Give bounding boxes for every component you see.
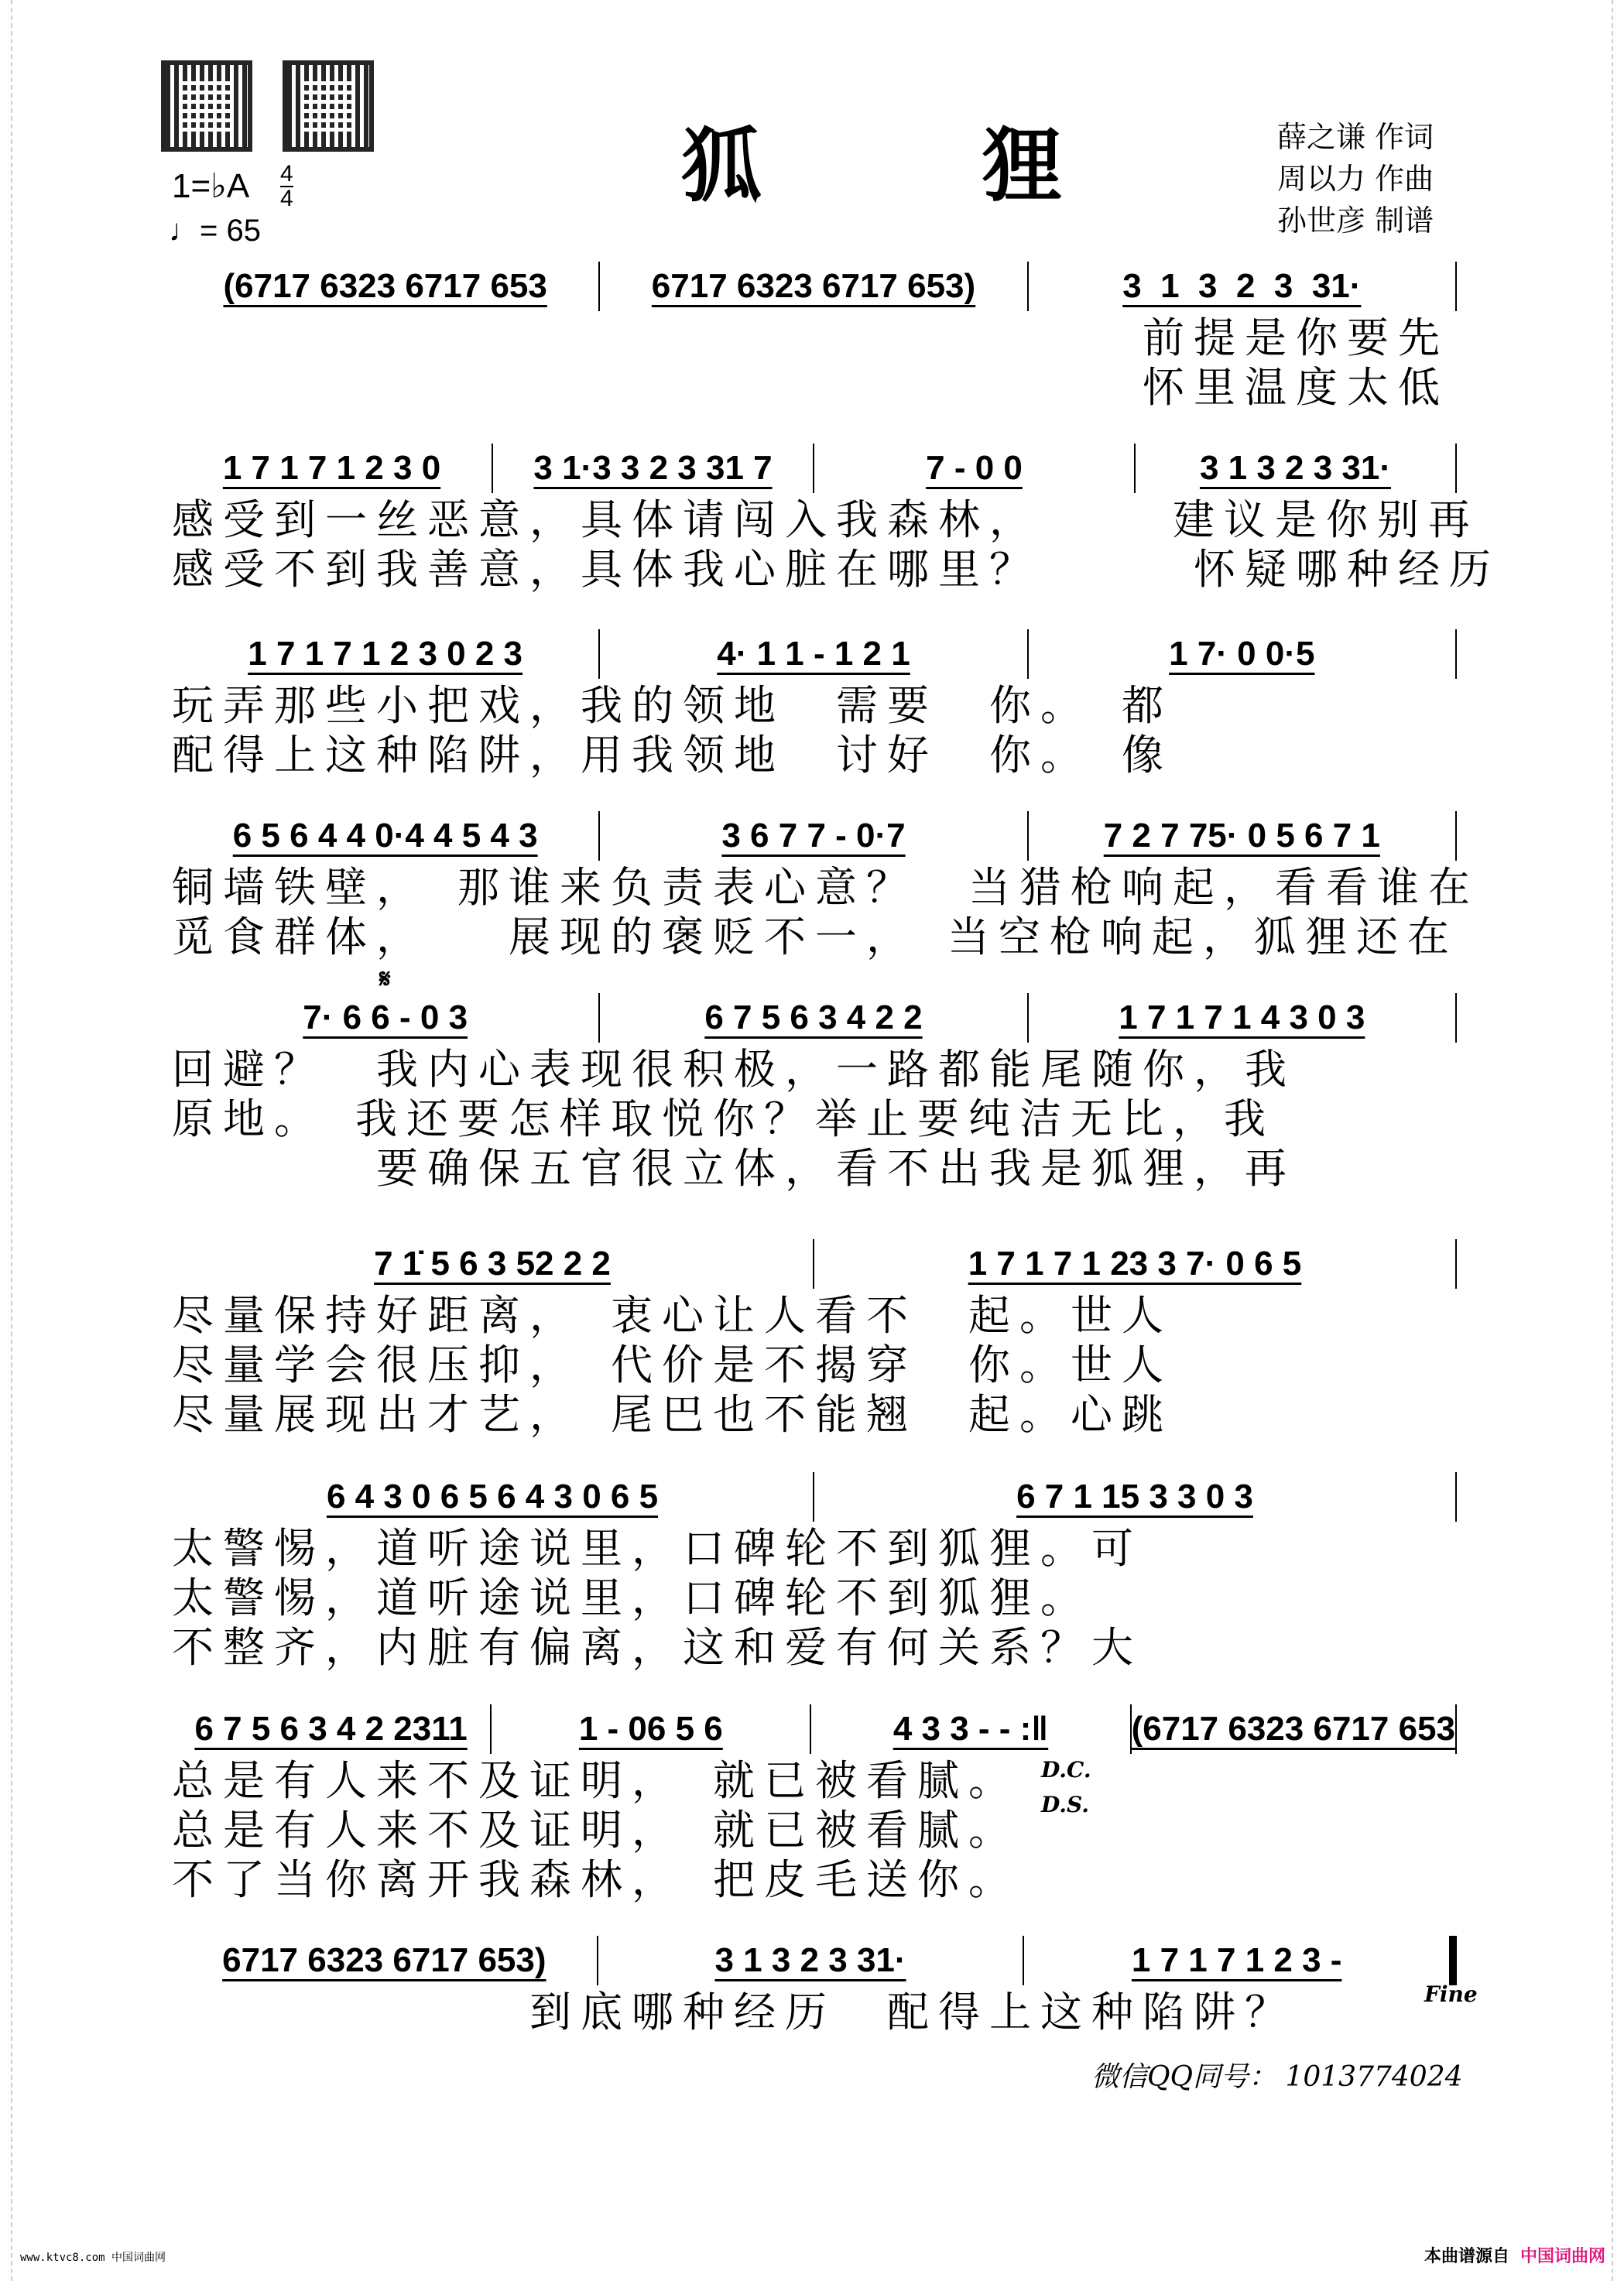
lyric-line: 玩弄那些小把戏，我的领地 需要 你。 都: [172, 681, 1173, 730]
source-credit: [1424, 2243, 1605, 2267]
lyric-line: 不整齐，内脏有偏离，这和爱有何关系？大: [172, 1623, 1143, 1672]
score-system: [172, 1702, 1457, 1905]
notes-row: [172, 1237, 1457, 1291]
measure: 4· 1 1 - 1 2 1: [717, 635, 910, 673]
lyric-line: 回避？ 我内心表现很积极，一路都能尾随你，我: [172, 1045, 1296, 1094]
score-system: [172, 1237, 1457, 1440]
notes-row: [172, 1470, 1457, 1524]
lyric-line: 怀里温度太低: [172, 363, 1449, 412]
contact-info: 微信QQ同号： 1013774024: [1091, 2061, 1463, 2093]
measure: 6 7 5 6 3 4 2 2: [704, 998, 923, 1036]
lyric-line: 感受不到我善意，具体我心脏在哪里？ 怀疑哪种经历: [172, 545, 1500, 594]
measure: 1 7 1 7 1 2 3 -: [1131, 1941, 1342, 1979]
dc-mark: D.C.: [1041, 1757, 1091, 1783]
measure: 4 3 3 - - :‖: [893, 1710, 1049, 1748]
notes-row: [172, 991, 1457, 1045]
lyric-line: 尽量保持好距离， 衷心让人看不 起。世人: [172, 1291, 1173, 1340]
lyric-line: 尽量展现出才艺， 尾巴也不能翘 起。心跳: [172, 1390, 1173, 1439]
ds-mark: D.S.: [1041, 1792, 1090, 1817]
lyric-line: 尽量学会很压抑， 代价是不揭穿 你。世人: [172, 1341, 1173, 1389]
lyric-line: 太警惕，道听途说里，口碑轮不到狐狸。: [172, 1574, 1091, 1622]
lyric-line: 前提是你要先: [172, 313, 1449, 362]
measure: 6 4 3 0 6 5 6 4 3 0 6 5: [326, 1478, 659, 1516]
key-signature: 1=♭A: [172, 167, 250, 205]
time-bottom: 4: [280, 186, 293, 211]
score-system: [172, 441, 1500, 594]
barline: [1455, 444, 1457, 493]
measure: 7 1̇ 5 6 3 52 2 2: [374, 1245, 611, 1283]
barline: [1455, 629, 1457, 679]
left-page-border: [0, 0, 12, 2281]
lyric-line: 太警惕，道听途说里，口碑轮不到狐狸。可: [172, 1524, 1143, 1573]
measure: 6717 6323 6717 653): [651, 267, 976, 305]
lyricist: 薛之谦 作词: [1277, 120, 1434, 154]
tempo-marking: ♩= 65: [169, 214, 261, 248]
lyric-line: 配得上这种陷阱，用我领地 讨好 你。 像: [172, 731, 1173, 779]
notes-row: [172, 1933, 1457, 1988]
barline: [1455, 1239, 1457, 1289]
measure: 7 - 0 0: [926, 449, 1023, 487]
barline: [1455, 262, 1457, 311]
qr-code-image: [161, 60, 252, 152]
score-system: [172, 1470, 1457, 1673]
measure: (6717 6323 6717 653: [223, 267, 547, 305]
barline: [1455, 1472, 1457, 1522]
barline: [1455, 811, 1457, 861]
measure: 3 1·3 3 2 3 31 7: [533, 449, 773, 487]
notes-row: [172, 627, 1457, 681]
fine-mark: Fine: [1424, 1981, 1478, 2007]
measure: 1 7 1 7 1 2 3 0: [222, 449, 441, 487]
composer: 周以力 作曲: [1277, 162, 1434, 196]
source-label: 本曲谱源自: [1424, 2247, 1509, 2266]
lyric-line: 总是有人来不及证明， 就已被看腻。: [172, 1806, 1019, 1855]
lyric-line: 要确保五官很立体，看不出我是狐狸，再: [172, 1144, 1296, 1193]
measure: 1 7 1 7 1 23 3 7· 0 6 5: [968, 1245, 1302, 1283]
measure: 3 1 3 2 3 31·: [714, 1941, 906, 1979]
score-system: [172, 627, 1457, 780]
segno-icon: 𝄋: [379, 964, 391, 995]
barline: [1455, 993, 1457, 1043]
measure: 7· 6 6 - 0 3: [303, 998, 468, 1036]
measure: 3 1 3 2 3 31·: [1199, 449, 1392, 487]
song-title: 狐 狸: [681, 118, 1132, 213]
score-system: [172, 1933, 1457, 2037]
barline: [1455, 1704, 1457, 1754]
credits: [1277, 116, 1434, 241]
measure: (6717 6323 6717 653: [1131, 1710, 1455, 1748]
time-signature: [280, 163, 293, 211]
notes-row: [172, 809, 1457, 863]
score-system: [172, 809, 1479, 962]
score-system: [172, 991, 1457, 1194]
measure: 7 2 7 75· 0 5 6 7 1: [1103, 817, 1380, 855]
measure: 1 7 1 7 1 4 3 0 3: [1119, 998, 1365, 1036]
right-page-border: [1612, 0, 1624, 2281]
time-top: 4: [280, 161, 293, 187]
score-system: [172, 259, 1457, 413]
barline: [1449, 1936, 1457, 1985]
lyric-line: 铜墙铁壁， 那谁来负责表心意？ 当猎枪响起，看看谁在: [172, 863, 1479, 912]
lyric-line: 总是有人来不及证明， 就已被看腻。: [172, 1756, 1019, 1805]
qr-code-image: [283, 60, 374, 152]
measure: 6 7 5 6 3 4 2 2311: [194, 1710, 468, 1748]
source-site-link[interactable]: 中国词曲网: [1520, 2247, 1605, 2266]
measure: 3 6 7 7 - 0·7: [721, 817, 906, 855]
arranger: 孙世彦 制谱: [1277, 204, 1434, 238]
measure: 6 7 1 15 3 3 0 3: [1016, 1478, 1253, 1516]
measure: 6717 6323 6717 653): [222, 1941, 546, 1979]
lyric-line: 原地。 我还要怎样取悦你？举止要纯洁无比，我: [172, 1094, 1275, 1143]
measure: 3 1 3 2 3 31·: [1122, 267, 1362, 305]
measure: 1 - 06 5 6: [578, 1710, 723, 1748]
lyric-line: 觅食群体， 展现的褒贬不一， 当空枪响起，狐狸还在: [172, 913, 1458, 961]
lyric-line: 到底哪种经历 配得上这种陷阱？: [172, 1988, 1296, 2036]
notes-row: [172, 1702, 1457, 1756]
measure: 1 7 1 7 1 2 3 0 2 3: [248, 635, 523, 673]
lyric-line: 不了当你离开我森林， 把皮毛送你。: [172, 1855, 1019, 1904]
notes-row: [172, 441, 1457, 495]
measure: 6 5 6 4 4 0·4 4 5 4 3: [232, 817, 538, 855]
notes-row: [172, 259, 1457, 313]
site-watermark: www.ktvc8.com 中国词曲网: [20, 2252, 166, 2264]
measure: 1 7· 0 0·5: [1169, 635, 1315, 673]
lyric-line: 感受到一丝恶意，具体请闯入我森林， 建议是你别再: [172, 495, 1479, 544]
